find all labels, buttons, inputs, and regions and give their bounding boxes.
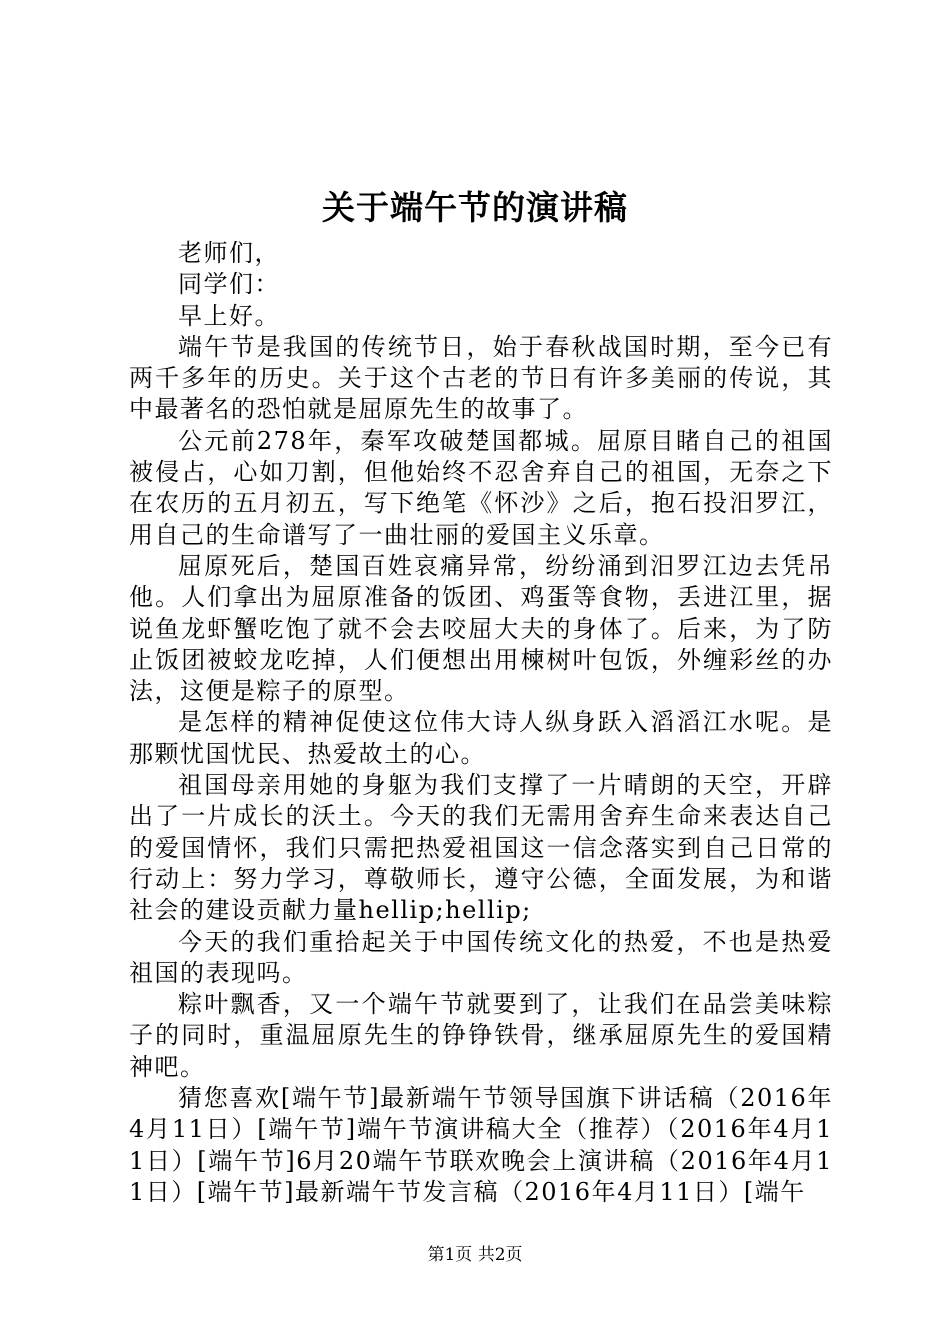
related-links-paragraph: 猜您喜欢[端午节]最新端午节领导国旗下讲话稿（2016年4月11日）[端午节]端午节演讲稿大全（推荐）（2016年4月11日）[端午节]6月20端午节联欢晚会上演讲稿（2016年4月11日）[端午节]最新端午节发言稿（2016年4月11日）[端午 [129, 1084, 833, 1206]
body-paragraph: 是怎样的精神促使这位伟大诗人纵身跃入滔滔江水呢。是那颗忧国忧民、热爱故土的心。 [129, 708, 833, 768]
greeting-line: 老师们， [178, 239, 280, 267]
page-number-footer: 第1页 共2页 [427, 1245, 523, 1265]
body-paragraph: 今天的我们重拾起关于中国传统文化的热爱，不也是热爱祖国的表现吗。 [129, 927, 833, 987]
body-paragraph: 祖国母亲用她的身躯为我们支撑了一片晴朗的天空，开辟出了一片成长的沃土。今天的我们无需用舍弃生命来表达自己的爱国情怀，我们只需把热爱祖国这一信念落实到自己日常的行动上：努力学习，尊敬师长，遵守公德，全面发展，为和谐社会的建设贡献力量hellip;hellip; [129, 771, 833, 925]
document-title: 关于端午节的演讲稿 [322, 188, 628, 227]
body-paragraph: 端午节是我国的传统节日，始于春秋战国时期，至今已有两千多年的历史。关于这个古老的节日有许多美丽的传说，其中最著名的恐怕就是屈原先生的故事了。 [129, 332, 833, 424]
body-paragraph: 粽叶飘香，又一个端午节就要到了，让我们在品尝美味粽子的同时，重温屈原先生的铮铮铁骨，继承屈原先生的爱国精神吧。 [129, 990, 833, 1081]
body-paragraph: 屈原死后，楚国百姓哀痛异常，纷纷涌到汨罗江边去凭吊他。人们拿出为屈原准备的饭团、鸡蛋等食物，丢进江里，据说鱼龙虾蟹吃饱了就不会去咬屈大夫的身体了。后来，为了防止饭团被蛟龙吃掉，人们便想出用楝树叶包饭，外缠彩丝的办法，这便是粽子的原型。 [129, 551, 833, 706]
body-paragraph: 公元前278年，秦军攻破楚国都城。屈原目睹自己的祖国被侵占，心如刀割，但他始终不忍舍弃自己的祖国，无奈之下在农历的五月初五，写下绝笔《怀沙》之后，抱石投汨罗江，用自己的生命谱写了一曲壮丽的爱国主义乐章。 [129, 426, 833, 549]
document-body [129, 238, 833, 1208]
greeting-line: 早上好。 [178, 301, 280, 330]
greeting-line: 同学们： [178, 270, 280, 299]
